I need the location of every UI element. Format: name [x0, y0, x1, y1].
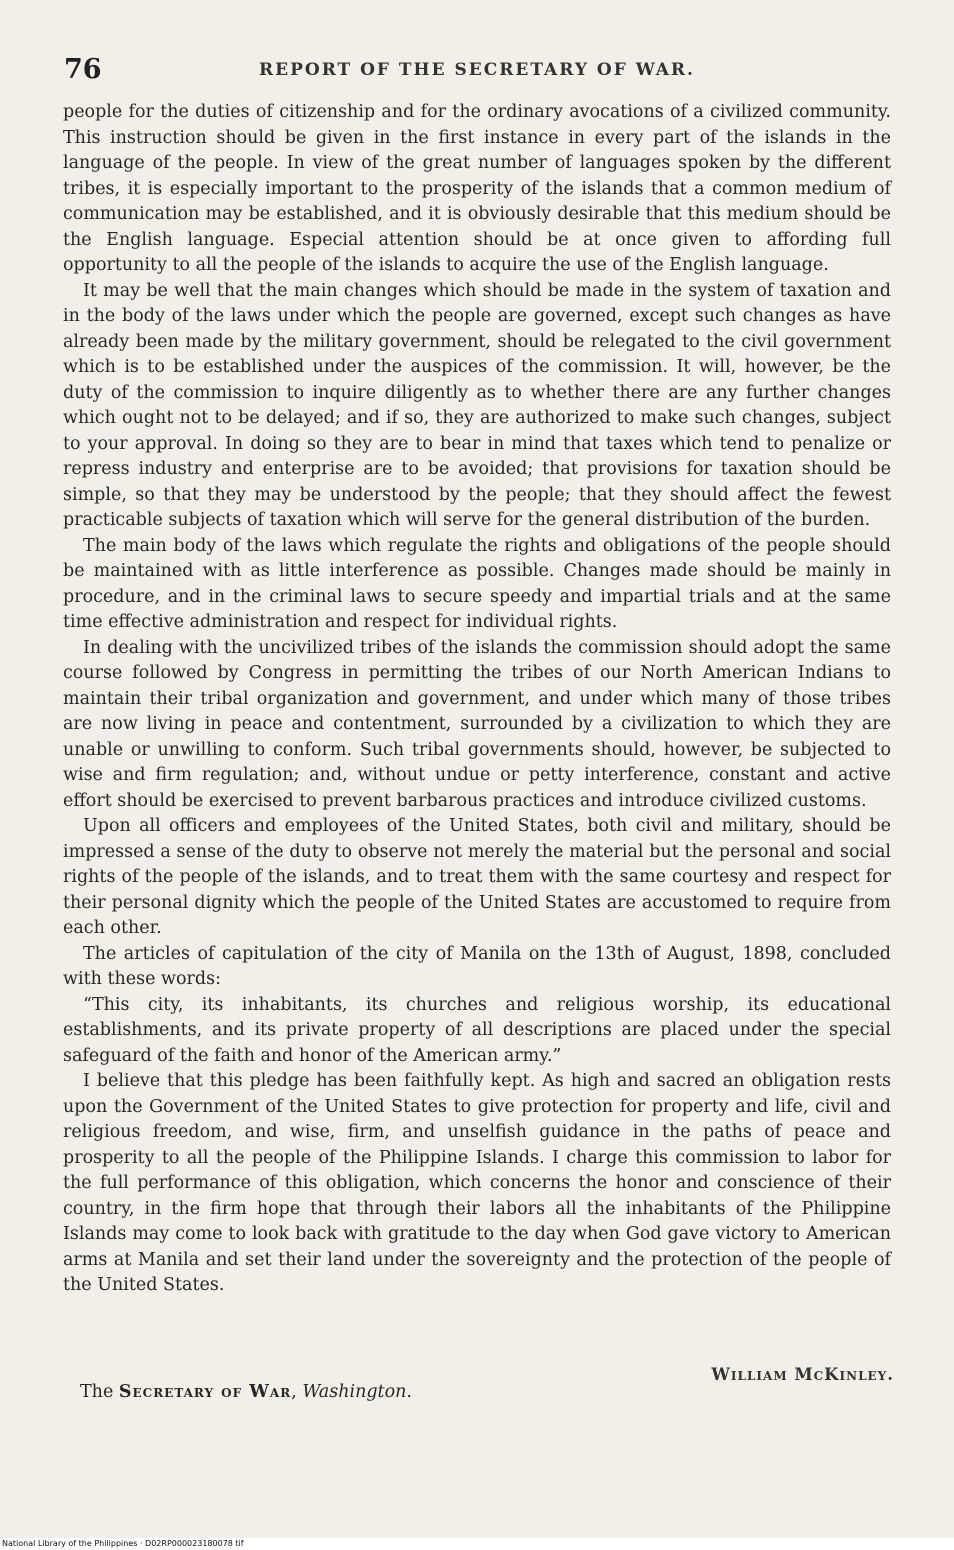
paragraph-3: The main body of the laws which regulate the rights and obligations of the people should be maintained with as little interference as possible. Changes made should be mainly in procedure, and in the criminal laws to secure speedy and impartial trials and at the same time effective administration and respect for individual rights.	[63, 535, 891, 632]
addressee-prefix: The	[80, 1382, 119, 1402]
paragraph-2: It may be well that the main changes which should be made in the system of taxation and in the body of the laws under which the people are governed, except such changes as have already been made by the military government, should be relegated to the civil government which is to be established under the auspices of the commission. It will, however, be the duty of the commission to inquire diligently as to whether there are any further changes which ought not to be delayed; and if so, they are authorized to make such changes, subject to your approval. In doing so they are to bear in mind that taxes which tend to penalize or repress industry and enterprise are to be avoided; that provisions for taxation should be simple, so that they may be understood by the people; that they should affect the fewest practicable subjects of taxation which will serve for the general distribution of the burden.	[63, 280, 891, 530]
addressee-line	[80, 1382, 412, 1402]
paragraph-1: people for the duties of citizenship and for the ordinary avocations of a civilized community. This instruction should be given in the first instance in every part of the islands in the language of the people. In view of the great number of languages spoken by the different tribes, it is especially important to the prosperity of the islands that a common medium of communication may be established, and it is obviously desirable that this medium should be the English language. Especial attention should be at once given to affording full opportunity to all the people of the islands to acquire the use of the English language.	[63, 102, 891, 275]
quotation-paragraph: “This city, its inhabitants, its churches and religious worship, its educational establishments, and its private property of all descriptions are placed under the special safeguard of the faith and honor of the American army.”	[63, 994, 891, 1066]
signature: William McKinley.	[711, 1365, 894, 1384]
page-header	[64, 54, 890, 90]
addressee-title: Secretary of War	[118, 1382, 292, 1402]
addressee-place: Washington.	[302, 1382, 412, 1402]
scan-footer: National Library of the Philippines · D02RP000023180078 tif	[0, 1538, 954, 1550]
paragraph-8: I believe that this pledge has been faithfully kept. As high and sacred an obligation rests upon the Government of the United States to give protection for property and life, civil and religious freedom, and wise, firm, and unselfish guidance in the paths of peace and prosperity to all the people of the Philippine Islands. I charge this commission to labor for the full performance of this obligation, which concerns the honor and conscience of their country, in the firm hope that through their labors all the inhabitants of the Philippine Islands may come to look back with gratitude to the day when God gave victory to American arms at Manila and set their land under the sovereignty and the protection of the people of the United States.	[63, 1071, 891, 1295]
running-head: REPORT OF THE SECRETARY OF WAR.	[259, 60, 695, 80]
body-text	[63, 100, 891, 1299]
paragraph-5: Upon all officers and employees of the United States, both civil and military, should be impressed a sense of the duty to observe not merely the material but the personal and social rights of the people of the islands, and to treat them with the same courtesy and respect for their personal dignity which the people of the United States are accustomed to require from each other.	[63, 816, 891, 938]
addressee-separator: ,	[291, 1382, 303, 1402]
paragraph-4: In dealing with the uncivilized tribes of the islands the commission should adopt the same course followed by Congress in permitting the tribes of our North American Indians to maintain their tribal organization and government, and under which many of those tribes are now living in peace and contentment, surrounded by a civilization to which they are unable or unwilling to conform. Such tribal governments should, however, be subjected to wise and firm regulation; and, without undue or petty interference, constant and active effort should be exercised to prevent barbarous practices and introduce civilized customs.	[63, 637, 891, 811]
page-number: 76	[64, 54, 102, 85]
paragraph-6: The articles of capitulation of the city of Manila on the 13th of August, 1898, concluded with these words:	[63, 943, 891, 989]
